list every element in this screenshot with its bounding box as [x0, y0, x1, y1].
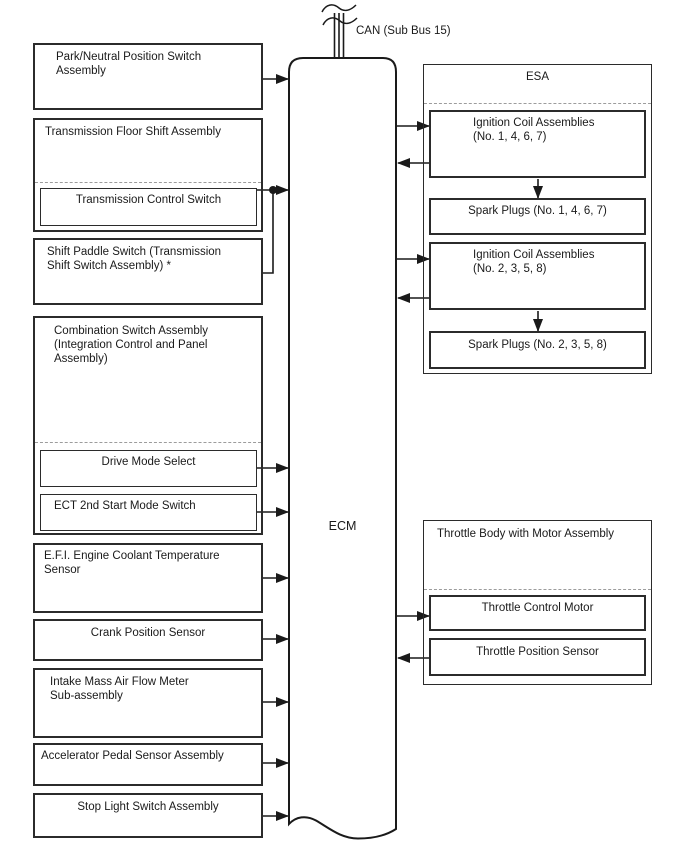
junction-dot: [269, 186, 277, 194]
esa-label: ESA: [525, 71, 549, 83]
accel-pedal-label: Accelerator Pedal Sensor Assembly: [41, 750, 224, 762]
box-intake-maf-meter: [33, 668, 263, 738]
box-transmission-floor-shift: [33, 118, 263, 232]
box-throttle-body-assembly: [423, 520, 652, 685]
box-transmission-control-switch: [40, 188, 257, 226]
intake-maf-label: Intake Mass Air Flow Meter Sub-assembly: [50, 676, 189, 702]
trans-control-switch-label: Transmission Control Switch: [75, 194, 222, 206]
throttle-control-motor-label: Throttle Control Motor: [481, 602, 594, 614]
box-drive-mode-select: [40, 450, 257, 487]
box-efi-coolant-temp-sensor: [33, 543, 263, 613]
can-bus-label: CAN (Sub Bus 15): [356, 25, 451, 37]
box-crank-position-sensor: [33, 619, 263, 661]
box-esa: [423, 64, 652, 374]
ignition-coils-2358-label: Ignition Coil Assemblies (No. 2, 3, 5, 8): [473, 249, 595, 275]
spark-plugs-1467-label: Spark Plugs (No. 1, 4, 6, 7): [468, 205, 607, 217]
ect-2nd-start-label: ECT 2nd Start Mode Switch: [54, 500, 196, 512]
spark-plugs-2358-label: Spark Plugs (No. 2, 3, 5, 8): [468, 339, 607, 351]
dashed-divider: [424, 589, 651, 590]
dashed-divider: [35, 442, 261, 443]
box-throttle-position-sensor: [429, 638, 646, 676]
dashed-divider: [424, 103, 651, 104]
throttle-body-label: Throttle Body with Motor Assembly: [437, 528, 615, 540]
shift-paddle-label: Shift Paddle Switch (Transmission Shift Switch Assembly) *: [47, 246, 222, 272]
park-neutral-label: Park/Neutral Position Switch Assembly: [56, 51, 202, 77]
box-spark-plugs-2358: [429, 331, 646, 369]
trans-floor-shift-label: Transmission Floor Shift Assembly: [45, 126, 221, 138]
box-stop-light-switch: [33, 793, 263, 838]
box-combination-switch-assembly: [33, 316, 263, 535]
throttle-position-sensor-label: Throttle Position Sensor: [476, 646, 599, 658]
branch-shift-paddle-line: [262, 191, 273, 273]
can-bus-wires-icon: [322, 5, 357, 58]
crank-position-label: Crank Position Sensor: [90, 627, 206, 639]
box-park-neutral-position-switch: [33, 43, 263, 110]
box-throttle-control-motor: [429, 595, 646, 631]
box-shift-paddle-switch: [33, 238, 263, 305]
box-spark-plugs-1467: [429, 198, 646, 235]
drive-mode-select-label: Drive Mode Select: [101, 456, 196, 468]
ecm-box: [289, 58, 396, 839]
stop-light-label: Stop Light Switch Assembly: [77, 801, 219, 813]
box-ect-2nd-start-mode-switch: [40, 494, 257, 531]
box-accelerator-pedal-sensor: [33, 743, 263, 786]
ignition-coils-1467-label: Ignition Coil Assemblies (No. 1, 4, 6, 7): [473, 117, 595, 143]
efi-coolant-label: E.F.I. Engine Coolant Temperature Sensor: [44, 550, 220, 576]
combination-switch-label: Combination Switch Assembly (Integration Control and Panel Assembly): [54, 325, 209, 365]
box-ignition-coils-1467: [429, 110, 646, 178]
dashed-divider: [35, 182, 261, 183]
box-ignition-coils-2358: [429, 242, 646, 310]
ecm-label: ECM: [328, 519, 357, 533]
